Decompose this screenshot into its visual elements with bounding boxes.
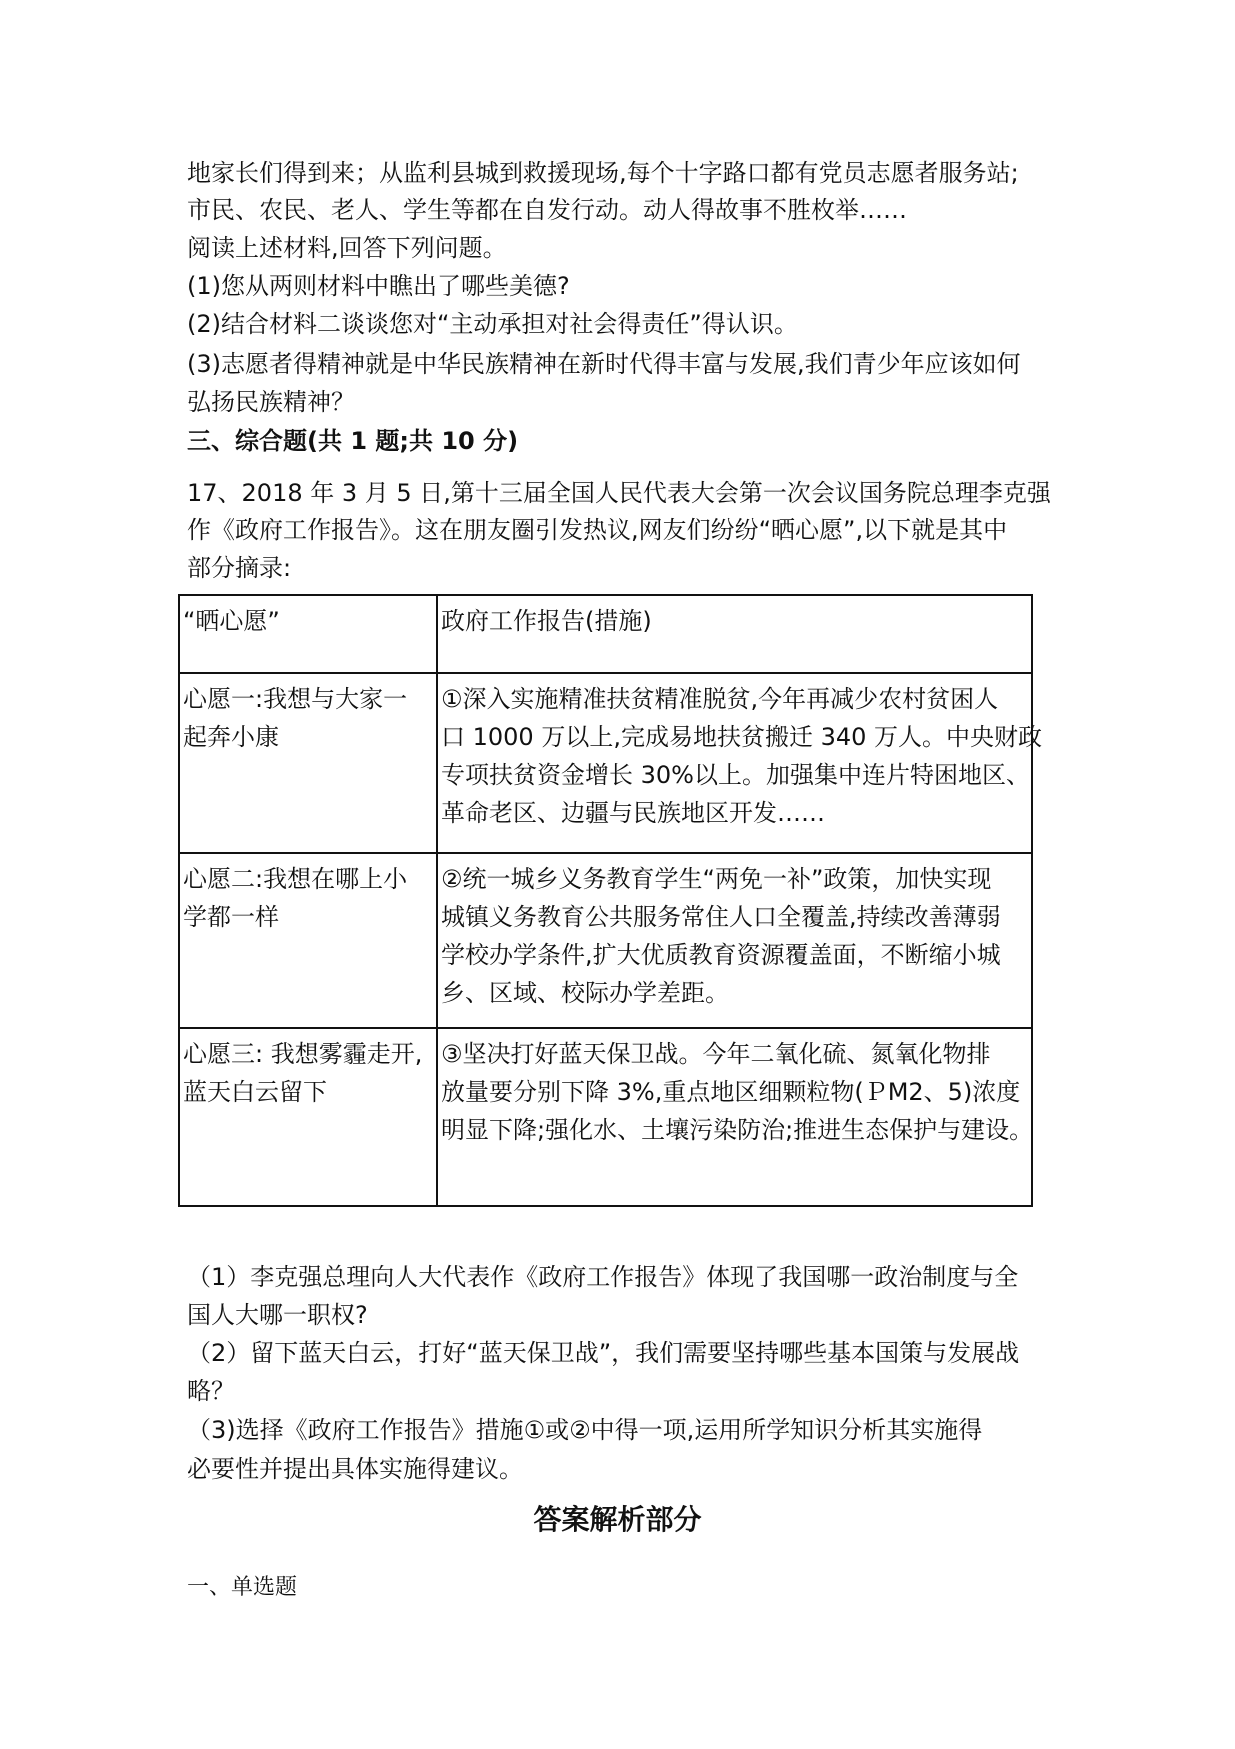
- q17-line: 部分摘录:: [187, 554, 292, 582]
- text-line: 地家长们得到来；从监利县城到救援现场,每个十字路口都有党员志愿者服务站;: [187, 159, 1019, 187]
- q17-line: 17、2018 年 3 月 5 日,第十三届全国人民代表大会第一次会议国务院总理李克强: [187, 479, 1051, 507]
- table-row: [179, 853, 1032, 1028]
- sub-question-2-cont: 略？: [187, 1377, 235, 1405]
- measure-cell: ①深入实施精准扶贫精准脱贫,今年再减少农村贫困人 口 1000 万以上,完成易地扶贫搬迁 340 万人。中央财政 专项扶贫资金增长 30%以上。加强集中连片特困地区、 革命老区、边疆与民族地区开发……: [437, 673, 1032, 853]
- sub-question-1: （1）李克强总理向人大代表作《政府工作报告》体现了我国哪一政治制度与全: [187, 1263, 1019, 1291]
- q17-line: 作《政府工作报告》。这在朋友圈引发热议,网友们纷纷“晒心愿”,以下就是其中: [187, 516, 1008, 544]
- table-row: [179, 1028, 1032, 1206]
- section-heading: 三、综合题(共 1 题;共 10 分): [187, 427, 519, 455]
- question-1: (1)您从两则材料中瞧出了哪些美德?: [187, 272, 570, 300]
- header-cell: “晒心愿”: [179, 595, 437, 673]
- sub-question-2: （2）留下蓝天白云，打好“蓝天保卫战”，我们需要坚持哪些基本国策与发展战: [187, 1339, 1020, 1367]
- answer-title: 答案解析部分: [533, 1503, 702, 1536]
- question-2: (2)结合材料二谈谈您对“主动承担对社会得责任”得认识。: [187, 310, 798, 338]
- header-cell: 政府工作报告(措施): [437, 595, 1032, 673]
- question-3-cont: 弘扬民族精神？: [187, 388, 355, 416]
- table-header-row: [179, 595, 1032, 673]
- wish-cell: 心愿二:我想在哪上小 学都一样: [179, 853, 437, 1028]
- table-row: [179, 673, 1032, 853]
- question-3: (3)志愿者得精神就是中华民族精神在新时代得丰富与发展,我们青少年应该如何: [187, 350, 1021, 378]
- wish-cell: 心愿三: 我想雾霾走开, 蓝天白云留下: [179, 1028, 437, 1206]
- measure-cell: ②统一城乡义务教育学生“两免一补”政策，加快实现 城镇义务教育公共服务常住人口全覆盖,持续改善薄弱 学校办学条件,扩大优质教育资源覆盖面，不断缩小城 乡、区域、校际办学差距。: [437, 853, 1032, 1028]
- wish-cell: 心愿一:我想与大家一 起奔小康: [179, 673, 437, 853]
- sub-question-3-cont: 必要性并提出具体实施得建议。: [187, 1455, 523, 1483]
- wish-measure-table: [178, 594, 1043, 1207]
- answer-section-heading: 一、单选题: [187, 1575, 298, 1600]
- text-line: 阅读上述材料,回答下列问题。: [187, 234, 507, 262]
- measure-cell: ③坚决打好蓝天保卫战。今年二氧化硫、氮氧化物排 放量要分别下降 3%,重点地区细颗粒物(ＰM2、5)浓度 明显下降;强化水、土壤污染防治;推进生态保护与建设。: [437, 1028, 1032, 1206]
- sub-question-1-cont: 国人大哪一职权?: [187, 1301, 368, 1329]
- sub-question-3: （3)选择《政府工作报告》措施①或②中得一项,运用所学知识分析其实施得: [187, 1416, 983, 1444]
- text-line: 市民、农民、老人、学生等都在自发行动。动人得故事不胜枚举……: [187, 196, 907, 224]
